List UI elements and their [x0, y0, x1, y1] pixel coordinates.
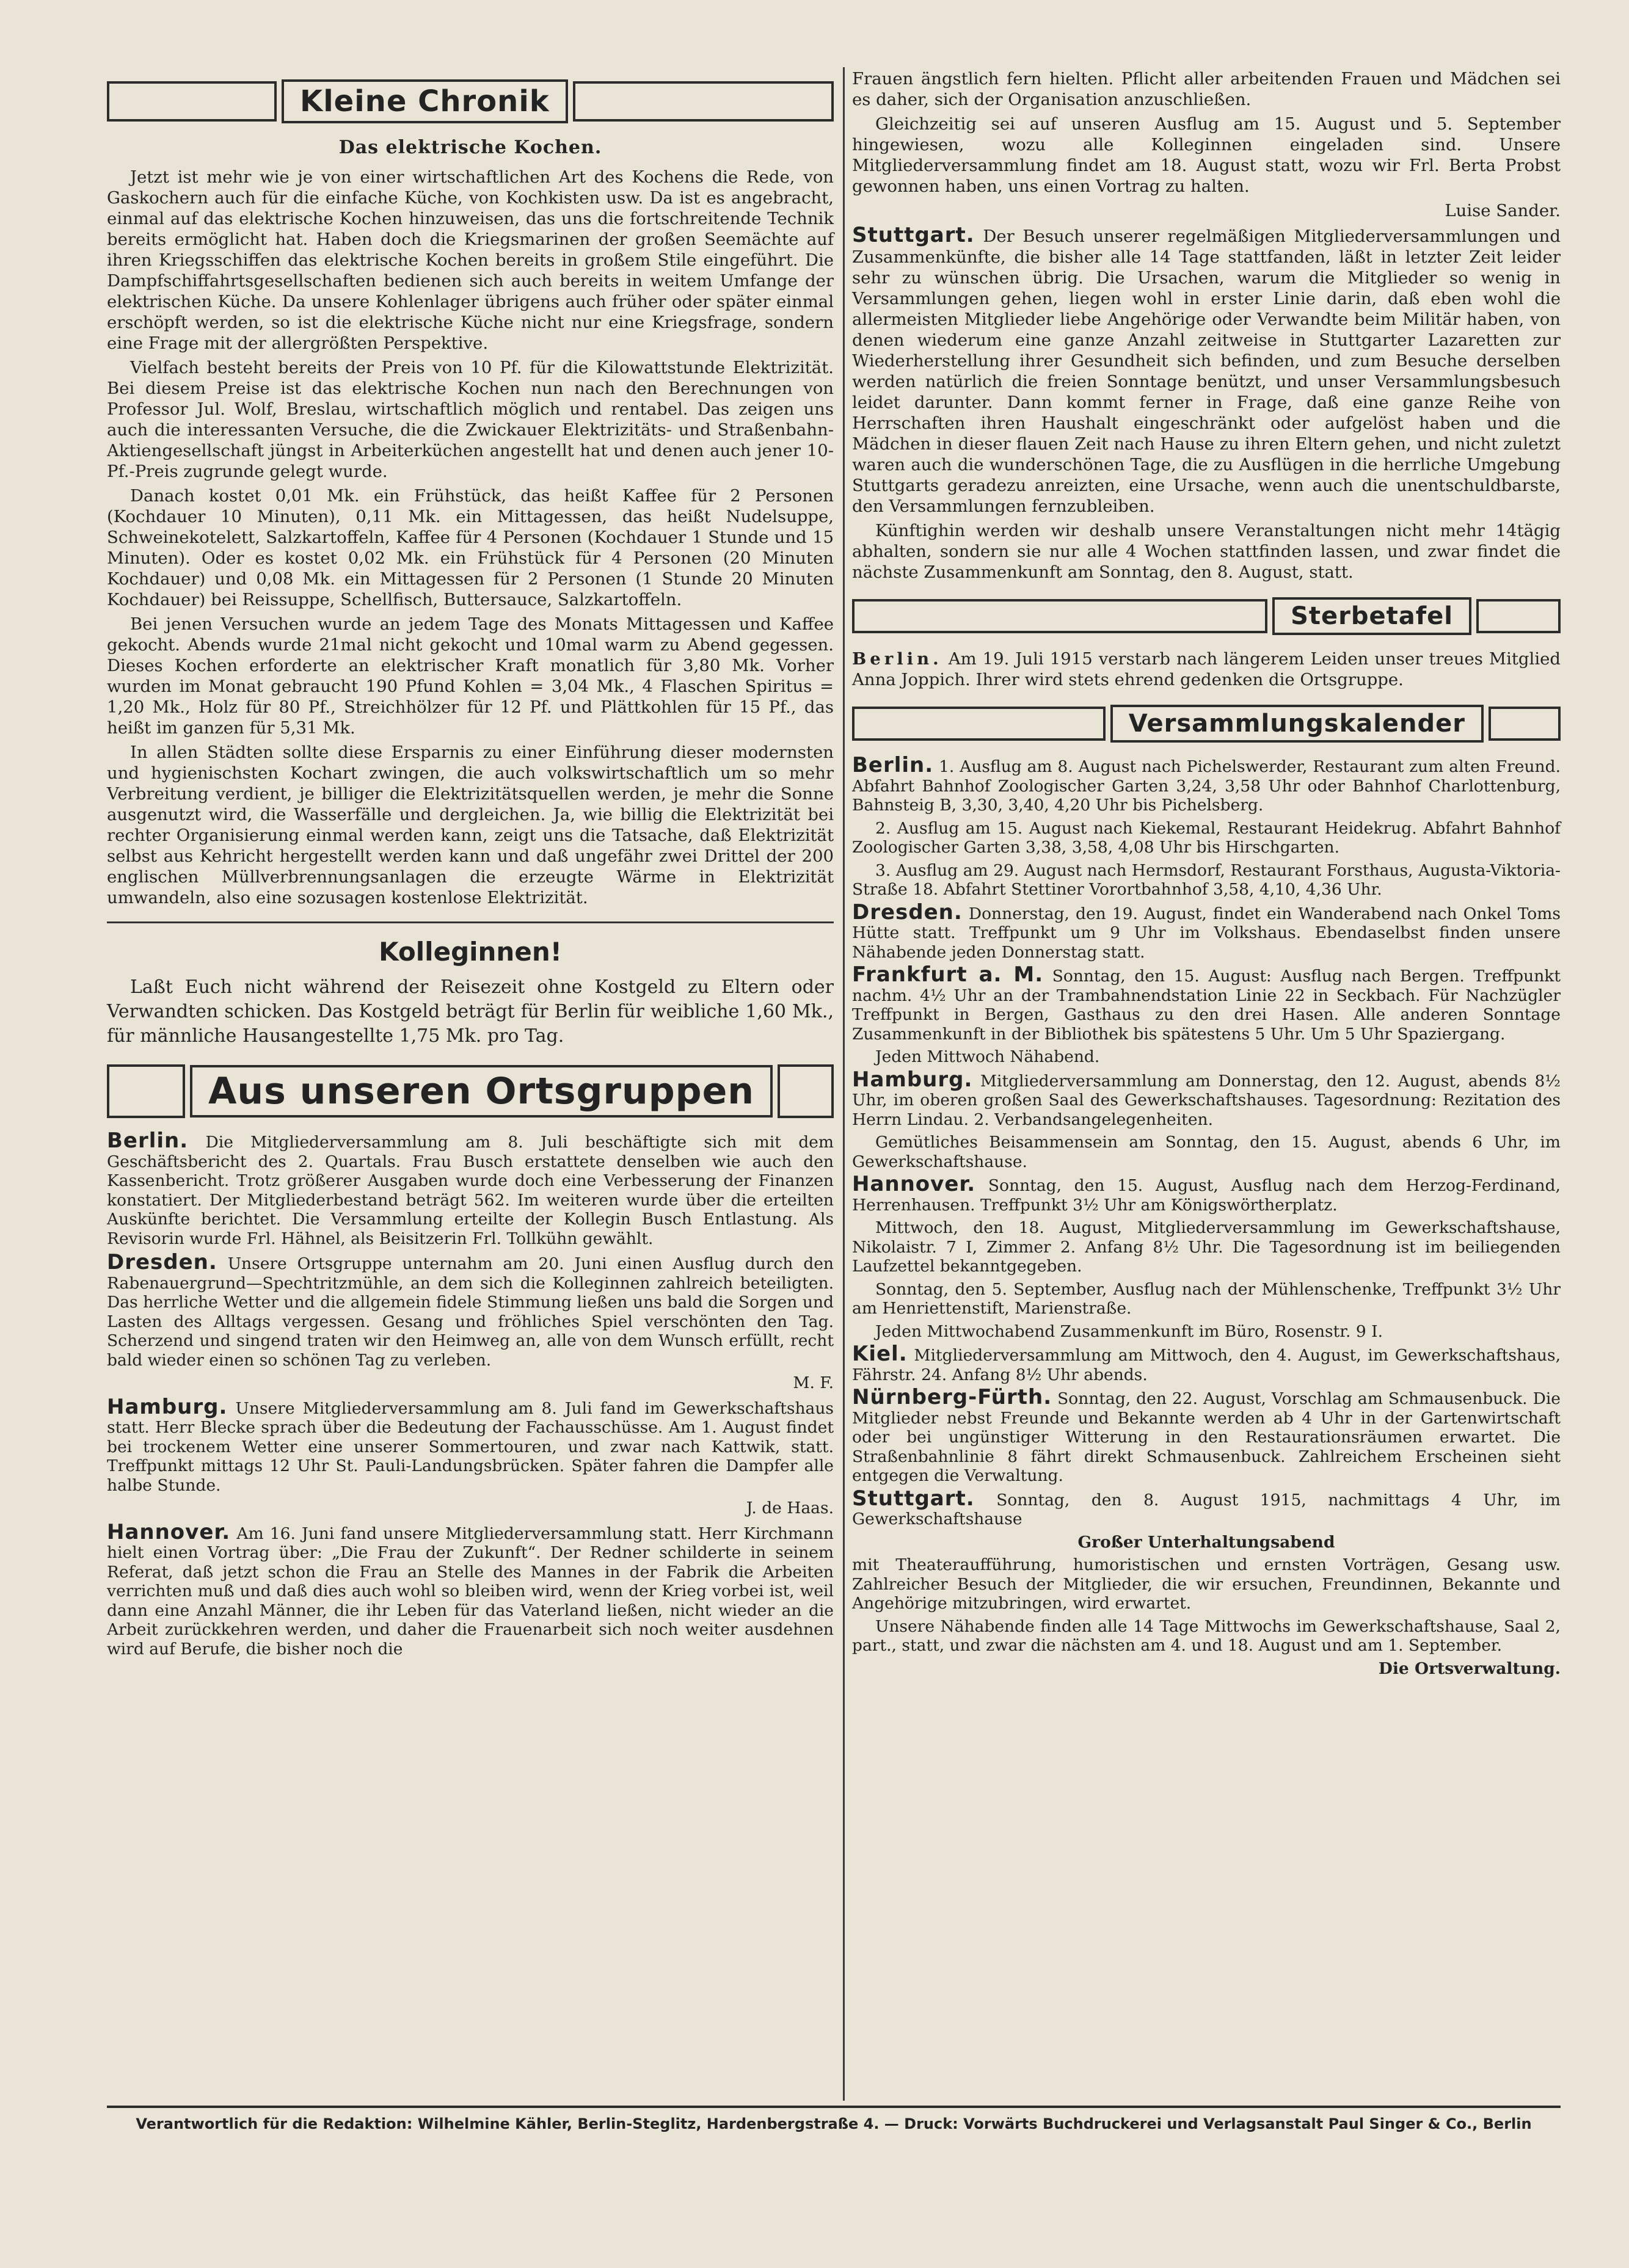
kolleginnen-title: Kolleginnen! — [379, 937, 562, 967]
calendar-entry — [852, 962, 1561, 1067]
calendar-city: Hamburg. — [852, 1067, 973, 1092]
calendar-line: Sonntag, den 5. September, Ausflug nach der Mühlenschenke, Treffpunkt 3½ Uhr am Henriettenstift, Marienstraße. — [852, 1279, 1561, 1318]
continuation-paragraph: Frauen ängstlich fern hielten. Pflicht aller arbeitenden Frauen und Mädchen sei es daher, sich der Organisation anzuschließen. — [852, 69, 1561, 109]
entry-city: Hannover. — [107, 1519, 231, 1544]
stuttgart-text: Der Besuch unserer regelmäßigen Mitgliederversammlungen und Zusammenkünfte, die bisher alle 14 Tage stattfanden, läßt in letzter Zeit leider sehr zu wünschen übrig. Die Ursachen, warum die Mitglieder so wenig in Versammlungen gehen, liegen wohl in erster Linie darin, daß eben wohl die allermeisten Mitglieder liebe Angehörige oder Verwandte beim Militär haben, von denen wiederum eine ganze Anzahl zeitweise in Stuttgarter Lazaretten zur Wiederherstellung ihrer Gesundheit sich befinden, und zum Besuche derselben werden natürlich die freien Sonntage benützt, und unser Versammlungsbesuch leidet darunter. Dann kommt ferner in Frage, daß eine ganze Reihe von Herrschaften ihren Haushalt eingeschränkt oder aufgelöst haben und die Mädchen in dieser flauen Zeit nach Hause zu ihren Eltern gehen, und nicht zuletzt waren auch die wunderschönen Tage, die zu Ausflügen in die herrliche Umgebung Stuttgarts geradezu anreizten, eine Ursache, wenn auch die unentschuldbarste, den Versammlungen fernzubleiben. — [852, 227, 1561, 516]
entry-text: Am 16. Juni fand unsere Mitgliederversammlung statt. Herr Kirchmann hielt einen Vortrag über: „Die Frau der Zukunft“. Der Redner schilderte in seinem Referat, daß jetzt schon die Frau an Stelle des Mannes in der Fabrik die Arbeiten verrichten muß und daß dies auch wohl so bleiben wird, wenn der Krieg vorbei ist, weil dann eine Anzahl Männer, die ihr Leben für das Vaterland ließen, nicht wieder an die Arbeit zurückkehren werden, und daher die Frauenarbeit sich noch weiter ausdehnen wird auf Berufe, die bisher noch die — [107, 1524, 834, 1659]
chronik-paragraph: Vielfach besteht bereits der Preis von 10 Pf. für die Kilowattstunde Elektrizität. Bei diesem Preise ist das elektrische Kochen nun nach den Berechnungen von Professor Jul. Wolf, Breslau, wirtschaftlich möglich und rentabel. Das zeigen uns auch die interessanten Versuche, die die Zwickauer Elektrizitäts- und Straßenbahn-Aktiengesellschaft jüngst in Arbeiterküchen angestellt hat und denen auch jener 10-Pf.-Preis zugrunde gelegt wurde. — [107, 358, 834, 481]
entry-text: Unsere Ortsgruppe unternahm am 20. Juni einen Ausflug durch den Rabenauergrund—Spechtritzmühle, an dem sich die Kolleginnen zahlreich beteiligten. Das herrliche Wetter und die allgemein fidele Stimmung ließen uns bald die Sorgen und Lasten des Alltags vergessen. Gesang und fröhliches Spiel verschönten den Tag. Scherzend und singend traten wir den Heimweg an, alle von dem Wunsch erfüllt, recht bald wieder einen so schönen Tag zu verleben. — [107, 1254, 834, 1370]
calendar-line: Jeden Mittwoch Nähabend. — [875, 1047, 1100, 1066]
header-frame-left — [852, 707, 1106, 741]
calendar-line: Sonntag, den 15. August: Ausflug nach Bergen. Treffpunkt nachm. 4½ Uhr an der Trambahnendstation Linie 22 in Seckbach. Für Nachzügler Treffpunkt in Bergen, Gasthaus zu den drei Hasen. Alle anderen Sonntage Zusammenkunft in der Bibliothek bis spätestens 5 Uhr. Um 5 Uhr Spaziergang. — [852, 967, 1561, 1044]
header-frame-right — [1489, 707, 1561, 741]
event-title: Großer Unterhaltungsabend — [1077, 1532, 1335, 1552]
calendar-line: Mitgliederversammlung am Donnerstag, den 12. August, abends 8½ Uhr, im oberen großen Saal des Gewerkschaftshauses. Tagesordnung: Rezitation des Herrn Lindau. 2. Verbandsangelegenheiten. — [852, 1071, 1561, 1129]
entry-signature: J. de Haas. — [746, 1499, 834, 1517]
entry-signature: M. F. — [793, 1373, 834, 1392]
chronik-header — [107, 79, 834, 123]
sterbetafel-city: Berlin. — [852, 649, 942, 669]
entry-text: Unsere Mitgliederversammlung am 8. Juli fand im Gewerkschaftshaus statt. Herr Blecke sprach über die Bedeutung der Fachausschüsse. Am 1. August findet bei trockenem Wetter eine unserer Sommertouren, und zwar nach Kattwik, statt. Treffpunkt mittags 12 Uhr St. Pauli-Landungsbrücken. Später fahren die Dampfer alle halbe Stunde. — [107, 1398, 834, 1495]
calendar-entry — [852, 1067, 1561, 1172]
kolleginnen-text: Laßt Euch nicht während der Reisezeit ohne Kostgeld zu Eltern oder Verwandten schicken. Das Kostgeld beträgt für Berlin für weibliche 1,60 Mk., für männliche Hausangestellte 1,75 Mk. pro Tag. — [107, 976, 834, 1047]
calendar-city: Dresden. — [852, 900, 963, 925]
entry-city: Hamburg. — [107, 1394, 228, 1419]
event-text: Unsere Nähabende finden alle 14 Tage Mittwochs im Gewerkschaftshause, Saal 2, part., statt, und zwar die nächsten am 4. und 18. August und am 1. September. — [852, 1616, 1561, 1655]
header-frame-left — [852, 599, 1267, 633]
entry-city: Berlin. — [107, 1129, 189, 1153]
calendar-city: Stuttgart. — [852, 1486, 975, 1511]
sterbetafel-title: Sterbetafel — [1272, 597, 1471, 635]
chronik-paragraph: Bei jenen Versuchen wurde an jedem Tage des Monats Mittagessen und Kaffee gekocht. Abends wurde 21mal nicht gekocht und 10mal warm zu Abend gegessen. Dieses Kochen erforderte an elektrischer Kraft monatlich für 3,80 Mk. Vorher wurden im Monat gebraucht 190 Pfund Kohlen = 3,04 Mk., 4 Flaschen Spiritus = 1,20 Mk., Holz für 80 Pf., Streichhölzer für 12 Pf. und Plättkohlen für 15 Pf., das heißt im ganzen für 5,31 Mk. — [107, 614, 834, 738]
calendar-entry — [852, 900, 1561, 962]
header-frame-left — [107, 1064, 185, 1118]
calendar-line: Mitgliederversammlung am Mittwoch, den 4. August, im Gewerkschaftshaus, Fährstr. 24. Anfang 8½ Uhr abends. — [852, 1346, 1561, 1384]
chronik-paragraph: In allen Städten sollte diese Ersparnis zu einer Einführung dieser modernsten und hygienischsten Kochart zwingen, die auch volkswirtschaftlich um so mehr Verbreitung verdient, je billiger die Elektrizitätsquellen werden, je mehr die Sonne ausgenutzt wird, die Wasserfälle und dergleichen. Ja, wie billig die Elektrizität bei rechter Organisierung einmal werden kann, zeigt uns die Tatsache, daß Elektrizität selbst aus Kehricht hergestellt werden kann und daß ungefähr zwei Drittel der 200 englischen Müllverbrennungsanlagen die erzeugte Wärme in Elektrizität umwandeln, also eine sozusagen kostenlose Elektrizität. — [107, 743, 834, 907]
event-signature: Die Ortsverwaltung. — [1378, 1659, 1561, 1678]
entry-city: Dresden. — [107, 1250, 217, 1274]
calendar-line: Sonntag, den 22. August, Vorschlag am Schmausenbuck. Die Mitglieder nebst Freunde und Bekannte werden ab 4 Uhr in der Gartenwirtschaft oder bei ungünstiger Witterung in den Restaurationsräumen erwartet. Die Straßenbahnlinie 8 fährt direkt Schmausenbuck. Zahlreichem Erscheinen sieht entgegen die Verwaltung. — [852, 1389, 1561, 1485]
calendar-city: Frankfurt a. M. — [852, 962, 1044, 987]
calendar-line: 1. Ausflug am 8. August nach Pichelswerder, Restaurant zum alten Freund. Abfahrt Bahnhof Zoologischer Garten 3,24, 3,58 Uhr oder Bahnhof Charlottenburg, Bahnsteig B, 3,30, 3,40, 4,20 Uhr bis Pichelsberg. — [852, 757, 1561, 815]
calendar-line: Jeden Mittwochabend Zusammenkunft im Büro, Rosenstr. 9 I. — [875, 1321, 1383, 1341]
imprint-footer: Verantwortlich für die Redaktion: Wilhelmine Kähler, Berlin-Steglitz, Hardenbergstraße 4. — Druck: Vorwärts Buchdruckerei und Verlagsanstalt Paul Singer & Co., Berlin — [107, 2106, 1561, 2132]
event-text: mit Theateraufführung, humoristischen und ernsten Vorträgen, Gesang usw. Zahlreicher Besuch der Mitglieder, die wir ersuchen, Freundinnen, Bekannte und Angehörige mitzubringen, wird erwartet. — [852, 1555, 1561, 1613]
kalender-header — [852, 705, 1561, 743]
calendar-line: Sonntag, den 15. August, Ausflug nach dem Herzog-Ferdinand, Herrenhausen. Treffpunkt 3½ Uhr am Königswörtherplatz. — [852, 1176, 1561, 1215]
calendar-entry — [852, 1172, 1561, 1341]
section-divider — [107, 921, 834, 923]
header-frame-left — [107, 81, 277, 122]
ortsgruppe-entry — [107, 1519, 834, 1659]
stuttgart-city: Stuttgart. — [852, 223, 975, 247]
ortsgruppe-entry — [107, 1250, 834, 1393]
ortsgruppen-header — [107, 1064, 834, 1118]
calendar-entry — [852, 1342, 1561, 1384]
header-frame-right — [1476, 599, 1561, 633]
ortsgruppe-entry — [107, 1129, 834, 1248]
entry-text: Die Mitgliederversammlung am 8. Juli beschäftigte sich mit dem Geschäftsbericht des 2. Quartals. Frau Busch erstattete denselben wie auch den Kassenbericht. Trotz größerer Ausgaben wurde doch eine Verbesserung der Finanzen konstatiert. Der Mitgliederbestand beträgt 562. Im weiteren wurde über die erteilten Auskünfte berichtet. Die Versammlung erteilte der Kollegin Busch Entlastung. Als Revisorin wurde Frl. Hähnel, als Beisitzerin Frl. Tollkühn gewählt. — [107, 1133, 834, 1248]
header-frame-right — [573, 81, 834, 122]
continuation-signature: Luise Sander. — [1445, 201, 1561, 220]
calendar-city: Kiel. — [852, 1342, 908, 1366]
chronik-paragraph: Jetzt ist mehr wie je von einer wirtschaftlichen Art des Kochens die Rede, von Gaskochern auch für die einfache Küche, von Kochkisten usw. Da ist es angebracht, einmal auf das elektrische Kochen hinzuweisen, das uns die fortschreitende Technik bereits ermöglicht hat. Haben doch die Kriegsmarinen der großen Seemächte auf ihren Kriegsschiffen das elektrische Kochen bereits in großem Stile eingeführt. Die Dampfschiffahrtsgesellschaften bedienen sich auch bereits in weitem Umfange der elektrischen Küche. Da unsere Kohlenlager übrigens auch früher oder später einmal erschöpft werden, so ist die elektrische Küche nicht nur eine Kriegsfrage, sondern eine Frage mit der allergrößten Perspektive. — [107, 167, 834, 353]
kalender-title: Versammlungskalender — [1110, 705, 1484, 743]
calendar-city: Nürnberg-Fürth. — [852, 1385, 1052, 1409]
continuation-paragraph: Gleichzeitig sei auf unseren Ausflug am 15. August und 5. September hingewiesen, wozu alle Kolleginnen eingeladen sind. Unsere Mitgliederversammlung findet am 18. August statt, wozu wir Frl. Berta Probst gewonnen haben, uns einen Vortrag zu halten. — [852, 114, 1561, 196]
calendar-line: Sonntag, den 8. August 1915, nachmittags 4 Uhr, im Gewerkschaftshause — [852, 1490, 1561, 1528]
calendar-line: Donnerstag, den 19. August, findet ein Wanderabend nach Onkel Toms Hütte statt. Treffpunkt um 9 Uhr im Volkshaus. Ebendaselbst finden unsere Nähabende jeden Donnerstag statt. — [852, 904, 1561, 962]
chronik-paragraph: Danach kostet 0,01 Mk. ein Frühstück, das heißt Kaffee für 2 Personen (Kochdauer 10 Minuten), 0,11 Mk. ein Mittagessen, das heißt Nudelsuppe, Schweinekotelett, Salzkartoffeln, Kaffee für 4 Personen (Kochdauer 1 Stunde und 15 Minuten). Oder es kostet 0,02 Mk. ein Frühstück für 4 Personen (20 Minuten Kochdauer) und 0,08 Mk. ein Mittagessen für 2 Personen (1 Stunde 20 Minuten Kochdauer) bei Reissuppe, Schellfisch, Buttersauce, Salzkartoffeln. — [107, 486, 834, 609]
sterbetafel-header — [852, 597, 1561, 635]
calendar-city: Hannover. — [852, 1172, 976, 1196]
column-divider — [843, 67, 845, 2101]
calendar-line: Gemütliches Beisammensein am Sonntag, den 15. August, abends 6 Uhr, im Gewerkschaftshause. — [852, 1133, 1561, 1171]
calendar-line: Mittwoch, den 18. August, Mitgliederversammlung im Gewerkschaftshause, Nikolaistr. 7 I, Zimmer 2. Anfang 8½ Uhr. Die Tagesordnung ist im beiliegenden Laufzettel bekanntgegeben. — [852, 1218, 1561, 1276]
calendar-line: 3. Ausflug am 29. August nach Hermsdorf, Restaurant Forsthaus, Augusta-Viktoria-Straße 18. Abfahrt Stettiner Vorortbahnhof 3,58, 4,10, 4,36 Uhr. — [852, 860, 1561, 899]
stuttgart-paragraph: Künftighin werden wir deshalb unsere Veranstaltungen nicht mehr 14tägig abhalten, sondern sie nur alle 4 Wochen stattfinden lassen, und zwar findet die nächste Zusammenkunft am Sonntag, den 8. August, statt. — [852, 521, 1561, 582]
calendar-entry — [852, 753, 1561, 900]
header-frame-right — [778, 1064, 834, 1118]
right-column — [852, 68, 1561, 1682]
ortsgruppen-title: Aus unseren Ortsgruppen — [190, 1065, 773, 1118]
sterbetafel-text: Am 19. Juli 1915 verstarb nach längerem Leiden unser treues Mitglied Anna Joppich. Ihrer wird stets ehrend gedenken die Ortsgruppe. — [852, 649, 1561, 689]
calendar-entry — [852, 1385, 1561, 1486]
chronik-title: Kleine Chronik — [282, 79, 568, 123]
left-column — [107, 79, 834, 1663]
calendar-entry — [852, 1486, 1561, 1679]
ortsgruppe-entry — [107, 1394, 834, 1518]
calendar-city: Berlin. — [852, 753, 934, 777]
calendar-line: 2. Ausflug am 15. August nach Kiekemal, Restaurant Heidekrug. Abfahrt Bahnhof Zoologischer Garten 3,38, 3,58, 4,08 Uhr bis Hirschgarten. — [852, 818, 1561, 857]
chronik-subtitle: Das elektrische Kochen. — [338, 137, 602, 158]
